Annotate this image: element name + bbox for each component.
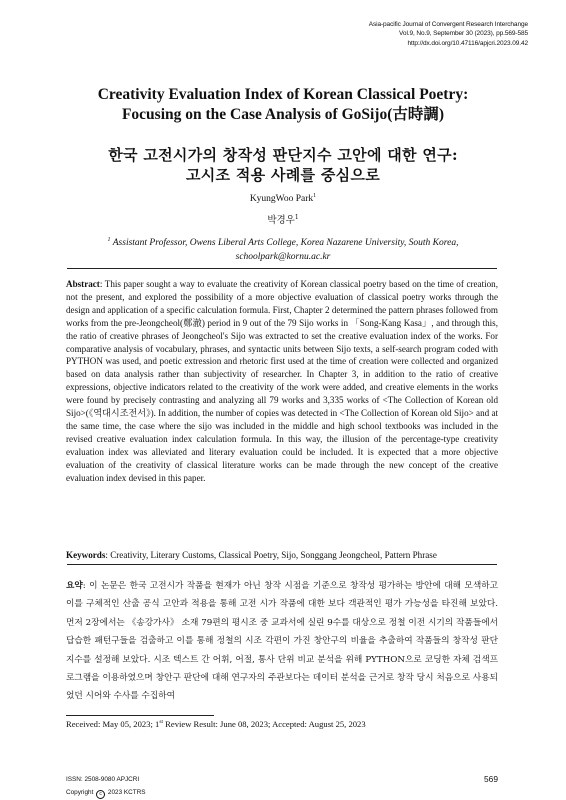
paper-title-korean xyxy=(40,145,526,185)
review-dates: Review Result: June 08, 2023; Accepted: August 25, 2023 xyxy=(163,719,366,729)
korean-abstract-label: 요약 xyxy=(66,581,83,591)
affiliation-text: Assistant Professor, Owens Liberal Arts College, Korea Nazarene University, South Korea, xyxy=(112,238,459,249)
journal-name: Asia-pacific Journal of Convergent Research Interchange xyxy=(368,21,528,28)
keywords-text: : Creativity, Literary Customs, Classical Poetry, Sijo, Songgang Jeongcheol, Pattern Phrase xyxy=(105,550,437,560)
abstract-text: : This paper sought a way to evaluate the creativity of Korean classical poetry based on the time of creation, not the present, and explored the possibility of a more objective evaluation of classical poetry works through the design and application of a specific calculation formula. First, Chapter 2 determined the pattern phrases followed from works from the pre-Jeongcheol(鄭澈) period in 9 out of the 79 Sijo works in 「Song-Kang Kasa」, and through this, the ratio of creative phrases of Jeongcheol's Sijo was extracted to set the creative evaluation index of the works. For comparative analysis of vocabulary, phrases, and syntactic units between Sijo texts, a self-search program coded with PYTHON was used, and poetic extression and rhetoric first used at the time of creation were collected and organized based on data analysis rather than subjectivity of researcher. In Chapter 3, in addition to the ratio of creative expressions, objective indicators related to the creativity of the work were added, and creative elements in the works were found by precisely contrasting and analyzing all 79 works and 3,335 works of <The Collection of Korean old Sijo>(《역대시조전서》). In addition, the number of copies was detected in <The Collection of Korean old Sijo> and at the same time, the case where the sijo was included in the middle and high school textbooks was included in the revised creative evaluation index calculation formula. In this way, the illusion of the percentage-type creativity evaluation index was alleviated and literary evaluation could be included. It is expected that a more objective evaluation of the creativity of classical literature works can be made through the new concept of the creative evaluation index devised in this paper. xyxy=(66,279,499,483)
journal-header xyxy=(369,20,528,48)
title-en-line-2: Focusing on the Case Analysis of GoSijo(古時調) xyxy=(121,106,445,123)
copyright-icon: c xyxy=(96,790,105,799)
keywords-label: Keywords xyxy=(66,550,106,560)
author-name-english xyxy=(0,193,566,204)
abstract-label: Abstract xyxy=(66,279,100,289)
journal-doi[interactable]: http://dx.doi.org/10.47116/apjcri.2023.09.42 xyxy=(407,39,528,47)
title-kr-line-2: 고시조 적용 사례를 중심으로 xyxy=(185,166,381,184)
review-sup: st xyxy=(159,719,163,726)
copyright-prefix: Copyright xyxy=(66,789,94,796)
keywords xyxy=(66,549,498,561)
author-sup: 1 xyxy=(313,193,317,199)
issn: ISSN: 2508-9080 APJCRI xyxy=(66,776,140,783)
copyright-suffix: 2023 KCTRS xyxy=(107,789,146,796)
abstract-top-divider xyxy=(67,268,497,269)
author-name-korean xyxy=(0,212,566,226)
page-number: 569 xyxy=(484,774,498,784)
korean-abstract xyxy=(66,577,498,706)
author-name-kr: 박경우 xyxy=(267,215,295,226)
author-kr-sup: 1 xyxy=(294,213,299,221)
korean-abstract-divider xyxy=(67,564,497,565)
affil-mark: 1 xyxy=(107,237,111,243)
author-email[interactable]: schoolpark@kornu.ac.kr xyxy=(235,251,331,262)
journal-volume: Vol.9, No.9, September 30 (2023), pp.569-585 xyxy=(399,30,528,38)
received-dates xyxy=(66,719,366,729)
paper-title-english xyxy=(40,85,526,125)
footnote-divider xyxy=(66,715,214,716)
received-text: Received: May 05, 2023; 1 xyxy=(66,719,160,729)
korean-abstract-text: : 이 논문은 한국 고전시가 작품을 현재가 아닌 창작 시점을 기준으로 창작성 평가하는 방안에 대해 모색하고 이를 구체적인 산출 공식 고안과 적용을 통해 고전 시가 작품에 대한 보다 객관적인 평가 가능성을 타진해 보았다. 먼저 2장에서는 《송강가사》 소재 79편의 평시조 중 교과서에 실린 9수를 대상으로 정철 이전 시기의 작품들에서 답습한 패턴구들을 검출하고 이를 통해 정철의 시조 각편이 가진 창안구의 비율을 추출하여 작품들의 창작성 판단지수를 설정해 보았다. 시조 텍스트 간 어휘, 어절, 통사 단위 비교 분석을 위해 PYTHON으로 코딩한 자체 검색프로그램을 이용하였으며 창안구 판단에 대해 연구자의 주관보다는 데이터 분석을 근거로 창작 당시 처음으로 사용되었던 시어와 수사를 수집하여 xyxy=(66,581,498,702)
abstract xyxy=(66,278,498,485)
author-name: KyungWoo Park xyxy=(249,194,314,205)
title-kr-line-1: 한국 고전시가의 창작성 판단지수 고안에 대한 연구: xyxy=(108,146,458,164)
title-en-line-1: Creativity Evaluation Index of Korean Classical Poetry: xyxy=(97,86,469,103)
copyright xyxy=(66,789,146,799)
author-affiliation xyxy=(40,234,526,264)
